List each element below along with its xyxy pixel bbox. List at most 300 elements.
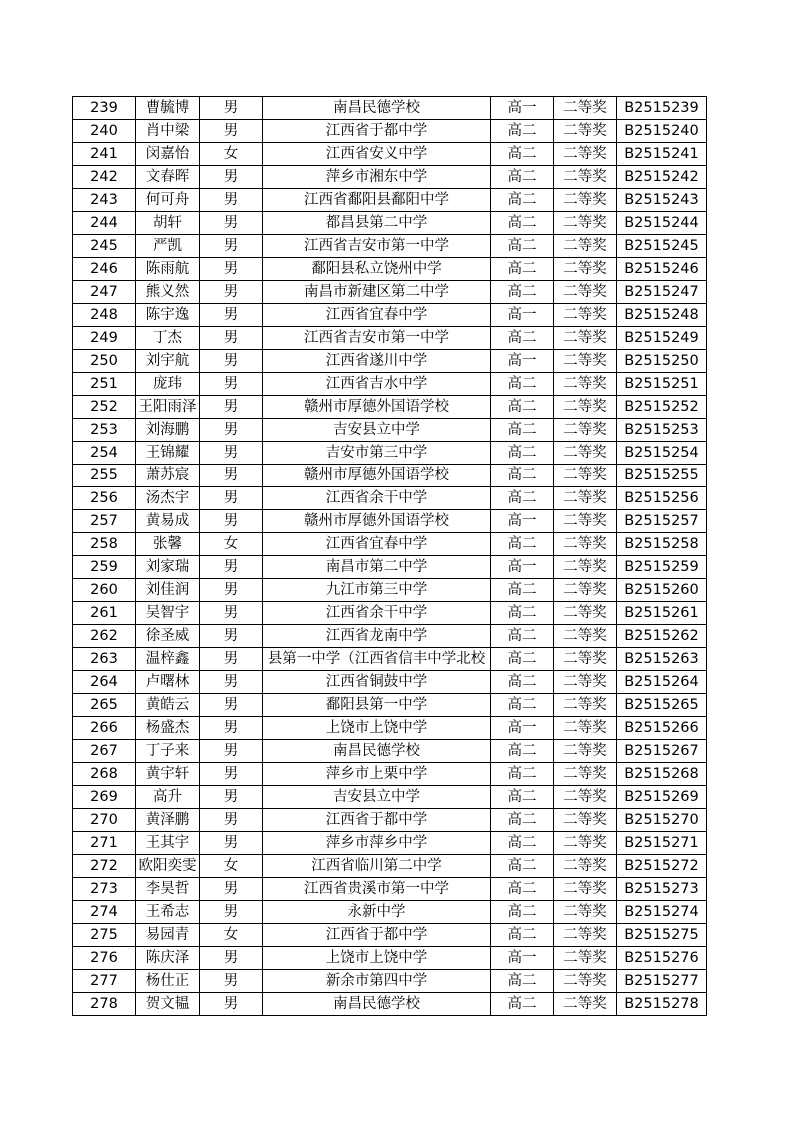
rank-cell: 278: [73, 992, 136, 1015]
gender-cell: 男: [200, 786, 263, 809]
award-cell: 二等奖: [554, 280, 617, 303]
name-cell: 张馨: [136, 533, 200, 556]
certificate-no-cell: B2515253: [617, 418, 707, 441]
award-cell: 二等奖: [554, 832, 617, 855]
grade-cell: 高一: [491, 510, 554, 533]
award-cell: 二等奖: [554, 487, 617, 510]
table-row: [73, 556, 707, 579]
table-row: [73, 877, 707, 900]
grade-cell: 高一: [491, 946, 554, 969]
name-cell: 庞玮: [136, 372, 200, 395]
table-row: [73, 671, 707, 694]
grade-cell: 高二: [491, 740, 554, 763]
table-row: [73, 533, 707, 556]
rank-cell: 257: [73, 510, 136, 533]
certificate-no-cell: B2515272: [617, 854, 707, 877]
gender-cell: 男: [200, 671, 263, 694]
rank-cell: 253: [73, 418, 136, 441]
rank-cell: 270: [73, 809, 136, 832]
award-cell: 二等奖: [554, 854, 617, 877]
table-row: [73, 579, 707, 602]
certificate-no-cell: B2515269: [617, 786, 707, 809]
award-cell: 二等奖: [554, 786, 617, 809]
grade-cell: 高二: [491, 648, 554, 671]
school-cell: 南昌市第二中学: [263, 556, 491, 579]
grade-cell: 高二: [491, 900, 554, 923]
grade-cell: 高二: [491, 211, 554, 234]
certificate-no-cell: B2515256: [617, 487, 707, 510]
school-cell: 九江市第三中学: [263, 579, 491, 602]
award-cell: 二等奖: [554, 579, 617, 602]
gender-cell: 男: [200, 464, 263, 487]
gender-cell: 男: [200, 510, 263, 533]
certificate-no-cell: B2515242: [617, 165, 707, 188]
gender-cell: 男: [200, 303, 263, 326]
table-row: [73, 464, 707, 487]
gender-cell: 男: [200, 165, 263, 188]
name-cell: 刘宇航: [136, 349, 200, 372]
grade-cell: 高二: [491, 809, 554, 832]
name-cell: 王阳雨泽: [136, 395, 200, 418]
school-cell: 江西省临川第二中学: [263, 854, 491, 877]
grade-cell: 高二: [491, 992, 554, 1015]
grade-cell: 高二: [491, 234, 554, 257]
name-cell: 刘家瑞: [136, 556, 200, 579]
award-cell: 二等奖: [554, 165, 617, 188]
certificate-no-cell: B2515271: [617, 832, 707, 855]
table-row: [73, 900, 707, 923]
rank-cell: 273: [73, 877, 136, 900]
name-cell: 闵嘉怡: [136, 142, 200, 165]
school-cell: 江西省宜春中学: [263, 303, 491, 326]
name-cell: 卢曙林: [136, 671, 200, 694]
certificate-no-cell: B2515270: [617, 809, 707, 832]
name-cell: 徐圣威: [136, 625, 200, 648]
gender-cell: 男: [200, 349, 263, 372]
rank-cell: 264: [73, 671, 136, 694]
grade-cell: 高一: [491, 97, 554, 120]
gender-cell: 男: [200, 372, 263, 395]
rank-cell: 240: [73, 119, 136, 142]
table-row: [73, 188, 707, 211]
gender-cell: 男: [200, 602, 263, 625]
name-cell: 欧阳奕雯: [136, 854, 200, 877]
award-cell: 二等奖: [554, 625, 617, 648]
award-cell: 二等奖: [554, 740, 617, 763]
grade-cell: 高二: [491, 487, 554, 510]
rank-cell: 275: [73, 923, 136, 946]
name-cell: 刘海鹏: [136, 418, 200, 441]
award-cell: 二等奖: [554, 763, 617, 786]
gender-cell: 男: [200, 969, 263, 992]
certificate-no-cell: B2515255: [617, 464, 707, 487]
school-cell: 江西省龙南中学: [263, 625, 491, 648]
certificate-no-cell: B2515254: [617, 441, 707, 464]
school-cell: 南昌民德学校: [263, 992, 491, 1015]
table-row: [73, 372, 707, 395]
grade-cell: 高二: [491, 441, 554, 464]
certificate-no-cell: B2515265: [617, 694, 707, 717]
gender-cell: 男: [200, 900, 263, 923]
school-cell: 萍乡市湘东中学: [263, 165, 491, 188]
grade-cell: 高一: [491, 717, 554, 740]
grade-cell: 高二: [491, 280, 554, 303]
rank-cell: 249: [73, 326, 136, 349]
certificate-no-cell: B2515243: [617, 188, 707, 211]
certificate-no-cell: B2515252: [617, 395, 707, 418]
grade-cell: 高二: [491, 832, 554, 855]
table-row: [73, 441, 707, 464]
certificate-no-cell: B2515239: [617, 97, 707, 120]
name-cell: 文春晖: [136, 165, 200, 188]
certificate-no-cell: B2515257: [617, 510, 707, 533]
certificate-no-cell: B2515241: [617, 142, 707, 165]
school-cell: 江西省宜春中学: [263, 533, 491, 556]
rank-cell: 241: [73, 142, 136, 165]
award-table-body: [73, 97, 707, 1016]
rank-cell: 247: [73, 280, 136, 303]
award-cell: 二等奖: [554, 234, 617, 257]
name-cell: 杨仕正: [136, 969, 200, 992]
grade-cell: 高二: [491, 763, 554, 786]
gender-cell: 女: [200, 533, 263, 556]
grade-cell: 高一: [491, 349, 554, 372]
certificate-no-cell: B2515273: [617, 877, 707, 900]
school-cell: 南昌市新建区第二中学: [263, 280, 491, 303]
school-cell: 江西省吉安市第一中学: [263, 326, 491, 349]
rank-cell: 276: [73, 946, 136, 969]
school-cell: 萍乡市上栗中学: [263, 763, 491, 786]
award-cell: 二等奖: [554, 464, 617, 487]
table-row: [73, 142, 707, 165]
table-row: [73, 234, 707, 257]
name-cell: 陈宇逸: [136, 303, 200, 326]
name-cell: 黄宇轩: [136, 763, 200, 786]
award-cell: 二等奖: [554, 717, 617, 740]
name-cell: 陈庆泽: [136, 946, 200, 969]
grade-cell: 高二: [491, 326, 554, 349]
award-table: [72, 96, 707, 1016]
school-cell: 江西省余干中学: [263, 602, 491, 625]
school-cell: 都昌县第二中学: [263, 211, 491, 234]
gender-cell: 男: [200, 579, 263, 602]
name-cell: 高升: [136, 786, 200, 809]
rank-cell: 242: [73, 165, 136, 188]
grade-cell: 高二: [491, 464, 554, 487]
award-cell: 二等奖: [554, 946, 617, 969]
table-row: [73, 992, 707, 1015]
grade-cell: 高二: [491, 923, 554, 946]
rank-cell: 252: [73, 395, 136, 418]
rank-cell: 259: [73, 556, 136, 579]
rank-cell: 260: [73, 579, 136, 602]
rank-cell: 250: [73, 349, 136, 372]
gender-cell: 男: [200, 877, 263, 900]
table-row: [73, 786, 707, 809]
award-cell: 二等奖: [554, 992, 617, 1015]
name-cell: 曹毓博: [136, 97, 200, 120]
grade-cell: 高二: [491, 694, 554, 717]
table-row: [73, 418, 707, 441]
rank-cell: 256: [73, 487, 136, 510]
certificate-no-cell: B2515268: [617, 763, 707, 786]
grade-cell: 高二: [491, 602, 554, 625]
grade-cell: 高二: [491, 372, 554, 395]
name-cell: 萧苏宸: [136, 464, 200, 487]
award-cell: 二等奖: [554, 510, 617, 533]
grade-cell: 高二: [491, 188, 554, 211]
certificate-no-cell: B2515264: [617, 671, 707, 694]
name-cell: 杨盛杰: [136, 717, 200, 740]
certificate-no-cell: B2515249: [617, 326, 707, 349]
table-row: [73, 487, 707, 510]
certificate-no-cell: B2515258: [617, 533, 707, 556]
gender-cell: 男: [200, 211, 263, 234]
certificate-no-cell: B2515247: [617, 280, 707, 303]
table-row: [73, 832, 707, 855]
table-row: [73, 809, 707, 832]
school-cell: 赣州市厚德外国语学校: [263, 510, 491, 533]
certificate-no-cell: B2515278: [617, 992, 707, 1015]
school-cell: 萍乡市萍乡中学: [263, 832, 491, 855]
name-cell: 吴智宇: [136, 602, 200, 625]
school-cell: 上饶市上饶中学: [263, 717, 491, 740]
certificate-no-cell: B2515266: [617, 717, 707, 740]
gender-cell: 男: [200, 809, 263, 832]
award-cell: 二等奖: [554, 602, 617, 625]
certificate-no-cell: B2515248: [617, 303, 707, 326]
award-cell: 二等奖: [554, 441, 617, 464]
table-row: [73, 349, 707, 372]
award-cell: 二等奖: [554, 694, 617, 717]
award-cell: 二等奖: [554, 969, 617, 992]
certificate-no-cell: B2515245: [617, 234, 707, 257]
award-cell: 二等奖: [554, 395, 617, 418]
gender-cell: 男: [200, 717, 263, 740]
name-cell: 贺文韫: [136, 992, 200, 1015]
rank-cell: 271: [73, 832, 136, 855]
table-row: [73, 946, 707, 969]
award-cell: 二等奖: [554, 326, 617, 349]
school-cell: 江西省于都中学: [263, 923, 491, 946]
name-cell: 黄皓云: [136, 694, 200, 717]
name-cell: 丁杰: [136, 326, 200, 349]
name-cell: 汤杰宇: [136, 487, 200, 510]
award-cell: 二等奖: [554, 119, 617, 142]
name-cell: 肖中梁: [136, 119, 200, 142]
gender-cell: 男: [200, 395, 263, 418]
award-cell: 二等奖: [554, 809, 617, 832]
gender-cell: 男: [200, 326, 263, 349]
gender-cell: 男: [200, 487, 263, 510]
table-row: [73, 211, 707, 234]
award-cell: 二等奖: [554, 97, 617, 120]
school-cell: 江西省吉安市第一中学: [263, 234, 491, 257]
table-row: [73, 165, 707, 188]
school-cell: 赣州市厚德外国语学校: [263, 395, 491, 418]
name-cell: 何可舟: [136, 188, 200, 211]
award-cell: 二等奖: [554, 877, 617, 900]
rank-cell: 248: [73, 303, 136, 326]
rank-cell: 265: [73, 694, 136, 717]
school-cell: 江西省于都中学: [263, 119, 491, 142]
grade-cell: 高二: [491, 165, 554, 188]
school-cell: 吉安县立中学: [263, 418, 491, 441]
award-cell: 二等奖: [554, 533, 617, 556]
rank-cell: 246: [73, 257, 136, 280]
table-row: [73, 648, 707, 671]
rank-cell: 239: [73, 97, 136, 120]
grade-cell: 高二: [491, 786, 554, 809]
gender-cell: 男: [200, 625, 263, 648]
grade-cell: 高二: [491, 854, 554, 877]
gender-cell: 男: [200, 188, 263, 211]
table-row: [73, 97, 707, 120]
certificate-no-cell: B2515277: [617, 969, 707, 992]
name-cell: 王锦耀: [136, 441, 200, 464]
school-cell: 江西省余干中学: [263, 487, 491, 510]
gender-cell: 男: [200, 648, 263, 671]
rank-cell: 266: [73, 717, 136, 740]
award-cell: 二等奖: [554, 211, 617, 234]
school-cell: 上饶市上饶中学: [263, 946, 491, 969]
gender-cell: 男: [200, 763, 263, 786]
table-row: [73, 510, 707, 533]
award-cell: 二等奖: [554, 188, 617, 211]
award-cell: 二等奖: [554, 418, 617, 441]
table-row: [73, 694, 707, 717]
rank-cell: 261: [73, 602, 136, 625]
table-row: [73, 740, 707, 763]
name-cell: 王希志: [136, 900, 200, 923]
certificate-no-cell: B2515251: [617, 372, 707, 395]
certificate-no-cell: B2515240: [617, 119, 707, 142]
name-cell: 胡轩: [136, 211, 200, 234]
rank-cell: 277: [73, 969, 136, 992]
name-cell: 李昊哲: [136, 877, 200, 900]
table-row: [73, 326, 707, 349]
rank-cell: 255: [73, 464, 136, 487]
gender-cell: 女: [200, 854, 263, 877]
rank-cell: 244: [73, 211, 136, 234]
gender-cell: 男: [200, 694, 263, 717]
grade-cell: 高二: [491, 969, 554, 992]
rank-cell: 254: [73, 441, 136, 464]
gender-cell: 男: [200, 441, 263, 464]
school-cell: 江西省贵溪市第一中学: [263, 877, 491, 900]
school-cell: 南昌民德学校: [263, 740, 491, 763]
award-cell: 二等奖: [554, 648, 617, 671]
name-cell: 黄泽鹏: [136, 809, 200, 832]
gender-cell: 男: [200, 556, 263, 579]
rank-cell: 272: [73, 854, 136, 877]
school-cell: 江西省鄱阳县鄱阳中学: [263, 188, 491, 211]
certificate-no-cell: B2515276: [617, 946, 707, 969]
grade-cell: 高二: [491, 533, 554, 556]
certificate-no-cell: B2515250: [617, 349, 707, 372]
gender-cell: 男: [200, 97, 263, 120]
rank-cell: 258: [73, 533, 136, 556]
grade-cell: 高一: [491, 556, 554, 579]
gender-cell: 男: [200, 234, 263, 257]
table-row: [73, 257, 707, 280]
table-row: [73, 854, 707, 877]
rank-cell: 268: [73, 763, 136, 786]
table-row: [73, 717, 707, 740]
grade-cell: 高二: [491, 142, 554, 165]
table-row: [73, 602, 707, 625]
school-cell: 江西省铜鼓中学: [263, 671, 491, 694]
name-cell: 熊义然: [136, 280, 200, 303]
school-cell: 赣州市厚德外国语学校: [263, 464, 491, 487]
certificate-no-cell: B2515260: [617, 579, 707, 602]
name-cell: 易园青: [136, 923, 200, 946]
rank-cell: 274: [73, 900, 136, 923]
certificate-no-cell: B2515261: [617, 602, 707, 625]
name-cell: 刘佳润: [136, 579, 200, 602]
school-cell: 江西省遂川中学: [263, 349, 491, 372]
grade-cell: 高二: [491, 625, 554, 648]
gender-cell: 男: [200, 280, 263, 303]
award-cell: 二等奖: [554, 671, 617, 694]
table-row: [73, 119, 707, 142]
school-cell: 江西省吉水中学: [263, 372, 491, 395]
gender-cell: 男: [200, 257, 263, 280]
school-cell: 新余市第四中学: [263, 969, 491, 992]
school-cell: 南昌民德学校: [263, 97, 491, 120]
name-cell: 温梓鑫: [136, 648, 200, 671]
table-row: [73, 395, 707, 418]
award-cell: 二等奖: [554, 303, 617, 326]
certificate-no-cell: B2515274: [617, 900, 707, 923]
grade-cell: 高二: [491, 257, 554, 280]
name-cell: 王其宇: [136, 832, 200, 855]
gender-cell: 女: [200, 923, 263, 946]
school-cell: 鄱阳县私立饶州中学: [263, 257, 491, 280]
school-cell: 县第一中学（江西省信丰中学北校: [263, 648, 491, 671]
award-cell: 二等奖: [554, 257, 617, 280]
grade-cell: 高二: [491, 395, 554, 418]
gender-cell: 女: [200, 142, 263, 165]
rank-cell: 269: [73, 786, 136, 809]
award-cell: 二等奖: [554, 923, 617, 946]
name-cell: 黄易成: [136, 510, 200, 533]
certificate-no-cell: B2515246: [617, 257, 707, 280]
rank-cell: 267: [73, 740, 136, 763]
gender-cell: 男: [200, 832, 263, 855]
name-cell: 严凯: [136, 234, 200, 257]
table-row: [73, 763, 707, 786]
award-cell: 二等奖: [554, 349, 617, 372]
award-cell: 二等奖: [554, 900, 617, 923]
rank-cell: 263: [73, 648, 136, 671]
rank-cell: 251: [73, 372, 136, 395]
table-row: [73, 969, 707, 992]
grade-cell: 高二: [491, 877, 554, 900]
table-row: [73, 303, 707, 326]
award-cell: 二等奖: [554, 142, 617, 165]
gender-cell: 男: [200, 946, 263, 969]
school-cell: 吉安县立中学: [263, 786, 491, 809]
name-cell: 丁子来: [136, 740, 200, 763]
gender-cell: 男: [200, 740, 263, 763]
gender-cell: 男: [200, 119, 263, 142]
certificate-no-cell: B2515244: [617, 211, 707, 234]
name-cell: 陈雨航: [136, 257, 200, 280]
school-cell: 江西省安义中学: [263, 142, 491, 165]
certificate-no-cell: B2515259: [617, 556, 707, 579]
school-cell: 永新中学: [263, 900, 491, 923]
